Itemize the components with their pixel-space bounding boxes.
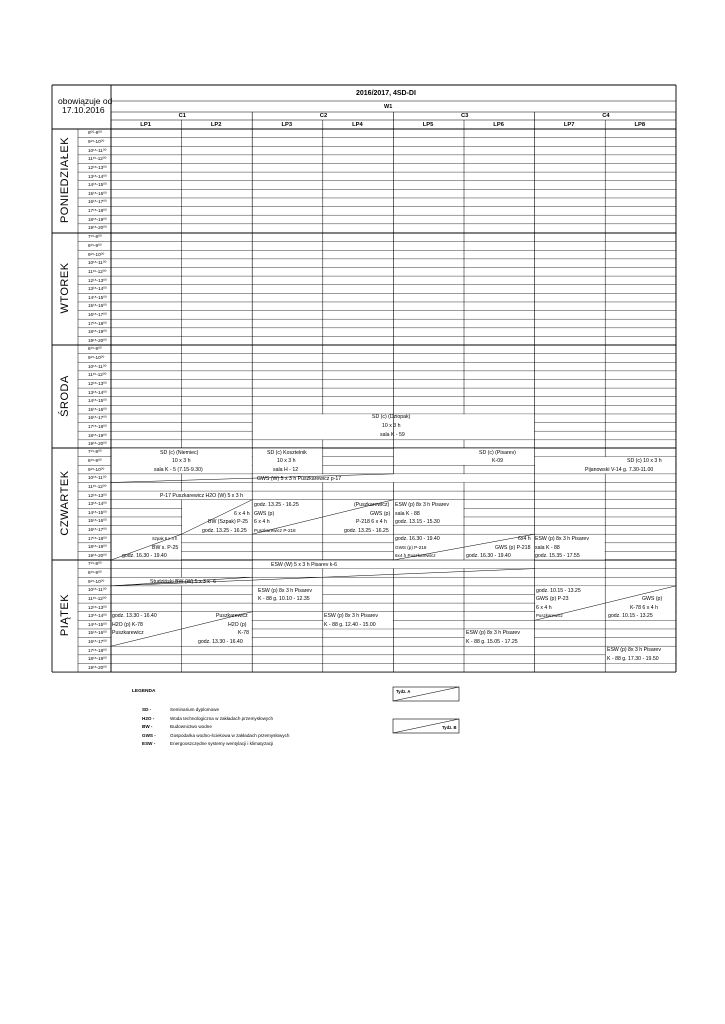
time-slot: 15¹⁵-16⁰⁰ [88, 630, 107, 636]
pt-lp8-room: K-78 6 x 4 h [630, 605, 658, 611]
czw-lp1-time: godz. 16.30 - 19.40 [122, 553, 167, 559]
czw-lp4-gws: GWS (p) [370, 511, 391, 517]
time-slot: 13¹⁵-14⁰⁰ [88, 389, 107, 395]
czw-c3-title: SD (c) (Pisarev) [479, 450, 516, 456]
lp-group-label: LP6 [493, 121, 504, 128]
czw-lp7-room: sala K - 88 [535, 545, 560, 551]
time-slot: 11¹⁵-12⁰⁰ [88, 483, 107, 489]
time-slot: 11¹⁵-12⁰⁰ [88, 156, 107, 162]
time-slot: 16¹⁵-17⁰⁰ [88, 311, 107, 317]
czw-c2-hours: 10 x 3 h [277, 458, 296, 464]
pt-lp6-esw: ESW (p) 8x 3 h Pisarev [466, 630, 520, 636]
time-slot: 12¹⁵-13⁰⁰ [88, 164, 107, 170]
time-slot: 18¹⁵-19⁰⁰ [88, 329, 107, 335]
time-slot: 11¹⁵-12⁰⁰ [88, 595, 107, 601]
time-slot: 8¹⁵-9⁰⁰ [88, 458, 102, 464]
time-slot: 10¹⁵-11⁰⁰ [88, 260, 107, 266]
czw-c3-room: K-09 [492, 458, 503, 464]
pt-lp7-name: Puszkarewicz [536, 613, 563, 618]
time-slot: 14¹⁵-15⁰⁰ [88, 509, 107, 515]
legend-abbr: BW - [142, 724, 153, 730]
lp-group-label: LP5 [422, 121, 434, 128]
czw-lp2-bw: BW (Szpak) P-25 [208, 519, 249, 525]
pt-lp8-gws: GWS (p) [642, 596, 663, 602]
legend-text: Budownictwo wodne [170, 724, 212, 730]
czw-lp4-time: godz. 13.25 - 16.25 [344, 528, 389, 534]
time-slot: 15¹⁵-16⁰⁰ [88, 518, 107, 524]
effective-date: 17.10.2016 [62, 105, 105, 115]
czw-lp6-gws: GWS (p) P-218 [495, 545, 531, 551]
time-slot: 12¹⁵-13⁰⁰ [88, 277, 107, 283]
time-slot: 17¹⁵-18⁰⁰ [88, 535, 107, 541]
c-group-label: C2 [319, 113, 328, 119]
time-slot: 9¹⁵-10⁰⁰ [88, 355, 105, 361]
czw-lp5-time2: godz. 16.30 - 19.40 [395, 536, 440, 542]
legend-week-b: Tydz. B [442, 725, 457, 730]
czw-lp5-esw: ESW (p) 8x 3 h Pisarev [395, 502, 449, 508]
pt-lp4-esw: ESW (p) 8x 3 h Pisarev [324, 613, 378, 619]
c-group-label: C1 [178, 113, 187, 119]
time-slot: 13¹⁵-14⁰⁰ [88, 613, 107, 619]
czw-lp5-hours: 6x4 h Puszkarewicz [395, 553, 436, 558]
time-slot: 13¹⁵-14⁰⁰ [88, 286, 107, 292]
time-slot: 12¹⁵-13⁰⁰ [88, 492, 107, 498]
legend-text: Gospodarka wodno-ściekowa w zakładach przemysłowych [170, 732, 290, 738]
time-slot: 15¹⁵-16⁰⁰ [88, 303, 107, 309]
pt-lp4-room: K - 88 g. 12.40 - 15.00 [324, 622, 376, 628]
czw-lp3-room: Puszkarewicz P-218 [254, 528, 296, 533]
lp-group-label: LP3 [281, 121, 293, 128]
time-slot: 19¹⁵-20⁰⁰ [88, 225, 107, 231]
lp-group-label: LP2 [210, 121, 222, 128]
legend-abbr: GWS - [142, 732, 156, 738]
pt-lp8-room2: K - 88 g. 17.30 - 19.50 [607, 656, 659, 662]
czw-lp2-time: godz. 13.25 - 16.25 [202, 528, 247, 534]
czw-lp3-gws: GWS (p) [254, 511, 275, 517]
time-slot: 18¹⁵-19⁰⁰ [88, 544, 107, 550]
czw-c2-title: SD (c) Kosztelnik [267, 450, 307, 456]
w-group-label: W1 [384, 104, 393, 110]
time-slot: 17¹⁵-18⁰⁰ [88, 207, 107, 213]
lp-group-label: LP4 [352, 121, 363, 128]
time-slot: 10¹⁵-11⁰⁰ [88, 587, 107, 593]
time-slot: 7¹⁵-8⁰⁰ [88, 561, 102, 567]
time-slot: 14¹⁵-15⁰⁰ [88, 398, 107, 404]
czw-lp1-name: Szpak 6 x 4 h [152, 536, 178, 541]
time-slot: 11¹⁵-12⁰⁰ [88, 372, 107, 378]
c-group-label: C3 [461, 113, 469, 119]
time-slot: 14¹⁵-15⁰⁰ [88, 621, 107, 627]
legend-abbr: SD - [142, 707, 152, 712]
time-slot: 11¹⁵-12⁰⁰ [88, 268, 107, 274]
pt-lp7-time: godz. 10.15 - 13.25 [536, 588, 581, 594]
czw-c4-hours: SD (c) 10 x 3 h [627, 458, 662, 464]
time-slot: 12¹⁵-13⁰⁰ [88, 380, 107, 386]
czw-c4-room: Pijanowski V-14 g. 7.30-11.00 [585, 467, 654, 473]
pt-lp3-esw: ESW (p) 8x 3 h Pisarev [258, 588, 312, 594]
time-slot: 14¹⁵-15⁰⁰ [88, 294, 107, 300]
day-label: PONIEDZIAŁEK [59, 136, 71, 223]
pt-lp3-room: K - 88 g. 10.10 - 12.35 [258, 596, 310, 602]
czw-c2-room: sala H - 12 [273, 467, 299, 473]
sroda-sd-room: sala K - 59 [380, 432, 405, 438]
pt-lp2-h2o: H2O (p) [228, 622, 247, 628]
pt-lp8-time: godz. 10.15 - 13.25 [608, 613, 653, 619]
time-slot: 19¹⁵-20⁰⁰ [88, 664, 107, 670]
time-slot: 9¹⁵-10⁰⁰ [88, 466, 105, 472]
time-slot: 19¹⁵-20⁰⁰ [88, 337, 107, 343]
time-slot: 17¹⁵-18⁰⁰ [88, 423, 107, 429]
time-slot: 15¹⁵-16⁰⁰ [88, 190, 107, 196]
day-label: WTOREK [59, 262, 71, 314]
time-slot: 9¹⁵-10⁰⁰ [88, 139, 105, 145]
time-slot: 16¹⁵-17⁰⁰ [88, 638, 107, 644]
pt-lp2-room: K-78 [238, 630, 249, 636]
time-slot: 10¹⁵-11⁰⁰ [88, 475, 107, 481]
time-slot: 17¹⁵-18⁰⁰ [88, 647, 107, 653]
czw-lp5-gws: GWS (p) P-218 [395, 545, 427, 550]
pt-lp7-gws: GWS (p) P-23 [536, 596, 569, 602]
time-slot: 10¹⁵-11⁰⁰ [88, 147, 107, 153]
legend-abbr: H2O - [142, 715, 155, 721]
czw-lp2-hours: 6 x 4 h [234, 511, 250, 517]
lp-group-label: LP1 [140, 121, 151, 128]
pt-lp7-hours: 6 x 4 h [536, 605, 552, 611]
time-slot: 7¹⁵-8⁰⁰ [88, 234, 102, 240]
time-slot: 10¹⁵-11⁰⁰ [88, 363, 107, 369]
effective-label: obowiązuje od [58, 96, 113, 106]
pt-lp8-esw: ESW (p) 8x 3 h Pisarev [607, 647, 661, 653]
czw-lp3-hours: 6 x 4 h [254, 519, 270, 525]
legend-abbr: ESW - [142, 741, 156, 747]
time-slot: 17¹⁵-18⁰⁰ [88, 320, 107, 326]
pt-lp1-name: Puszkarewicz [112, 630, 144, 636]
czw-c1-title: SD (c) (Niemiec) [160, 450, 199, 456]
time-slot: 19¹⁵-20⁰⁰ [88, 552, 107, 558]
time-slot: 8⁰⁰-9⁰⁰ [88, 130, 103, 136]
sroda-sd-title: SD (c) (Dziopak) [372, 414, 411, 420]
time-slot: 16¹⁵-17⁰⁰ [88, 415, 107, 421]
czw-lp7-esw: ESW (p) 8x 3 h Pisarev [535, 536, 589, 542]
pt-bw-w: Studziński BW (W) 5 x 3 k -6 [150, 579, 217, 585]
time-slot: 7¹⁵-8⁰⁰ [88, 449, 102, 455]
pt-esw-w: ESW (W) 5 x 3 h Pisarev k-6 [271, 562, 338, 568]
time-slot: 14¹⁵-15⁰⁰ [88, 182, 107, 188]
czw-lp6-hours: 6x4 h [518, 536, 531, 542]
day-label: CZWARTEK [59, 470, 71, 536]
time-slot: 9¹⁵-10⁰⁰ [88, 578, 105, 584]
lp-group-label: LP7 [563, 121, 575, 128]
time-slot: 18¹⁵-19⁰⁰ [88, 432, 107, 438]
czw-lp5-room: sala K - 88 [395, 511, 420, 517]
czw-lp3-time: godz. 13.25 - 16.25 [254, 502, 299, 508]
czw-lp4-name: (Puszkarewicz) [354, 502, 390, 508]
pt-lp1-h2o: H2O (p) K-78 [112, 622, 143, 628]
czw-lp4-room: P-218 6 x 4 h [356, 519, 387, 525]
time-slot: 13¹⁵-14⁰⁰ [88, 173, 107, 179]
day-label: PIĄTEK [59, 593, 71, 637]
legend-title: LEGENDA [132, 689, 156, 694]
legend-text: Energooszczędne systemy wentylacji i klimatyzacji [170, 741, 274, 747]
legend-week-a: Tydz. A [396, 689, 411, 694]
time-slot: 9¹⁵-10⁰⁰ [88, 251, 105, 257]
czw-lp7-time: godz. 15.35 - 17.55 [535, 553, 580, 559]
time-slot: 18¹⁵-19⁰⁰ [88, 656, 107, 662]
lp-group-label: LP8 [634, 121, 646, 128]
pt-lp1-time: godz. 13.30 - 16.40 [112, 613, 157, 619]
czw-gws-w: GWS (W) 5 x 3 h Puszkarewicz p-17 [257, 476, 342, 482]
pt-lp6-room: K - 88 g. 15.05 - 17.25 [466, 639, 518, 645]
czw-lp1-room: BW s. P-25 [152, 545, 179, 551]
legend-text: Seminarium dyplomowe [170, 707, 220, 712]
pt-lp2-time: godz. 13.30 - 16.40 [198, 639, 243, 645]
czw-lp6-time: godz. 16.30 - 19.40 [466, 553, 511, 559]
time-slot: 18¹⁵-19⁰⁰ [88, 216, 107, 222]
czw-h2o-w: P-17 Puszkarewicz H2O (W) 5 x 3 h [160, 493, 244, 499]
pt-lp2-name: Puszkarewicz [216, 613, 248, 619]
time-slot: 16¹⁵-17⁰⁰ [88, 199, 107, 205]
time-slot: 13¹⁵-14⁰⁰ [88, 501, 107, 507]
time-slot: 12¹⁵-13⁰⁰ [88, 604, 107, 610]
sroda-sd-hours: 10 x 3 h [382, 423, 401, 429]
czw-lp5-time: godz. 13.15 - 15.30 [395, 519, 440, 525]
time-slot: 8¹⁵-9⁰⁰ [88, 570, 102, 576]
c-group-label: C4 [602, 113, 610, 119]
time-slot: 8¹⁵-9⁰⁰ [88, 346, 102, 352]
day-label: ŚRODA [59, 374, 71, 417]
time-slot: 19¹⁵-20⁰⁰ [88, 441, 107, 447]
czw-c1-room: sala K - 5 (7.15-9.30) [154, 467, 203, 473]
time-slot: 8¹⁵-9⁰⁰ [88, 243, 102, 249]
time-slot: 15¹⁵-16⁰⁰ [88, 406, 107, 412]
page-title: 2016/2017, 4SD-DI [356, 90, 416, 97]
czw-c1-hours: 10 x 3 h [172, 458, 191, 464]
legend-text: Woda technologiczna w zakładach przemysłowych [170, 715, 274, 721]
time-slot: 16¹⁵-17⁰⁰ [88, 526, 107, 532]
